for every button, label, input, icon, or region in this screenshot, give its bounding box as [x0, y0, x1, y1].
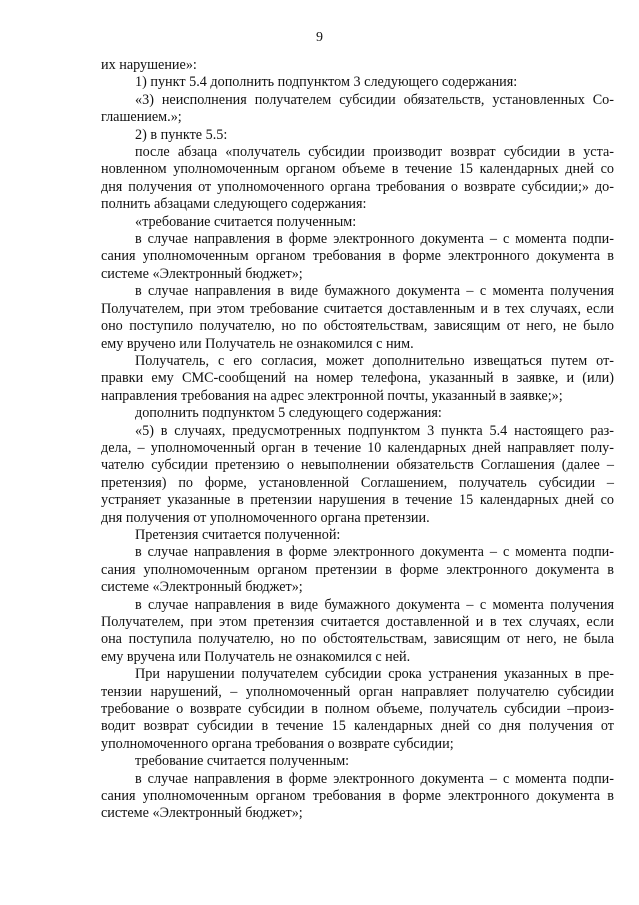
text-line: дня получения от уполномоченного органа требования о возврате субсидии;» до-: [101, 178, 614, 195]
text-line: в случае направления в виде бумажного документа – с момента получения: [135, 283, 614, 300]
text-line: Получателем, при этом требование считается доставленным и в тех случаях, если: [101, 300, 614, 317]
text-line: чателю субсидии претензию о невыполнении обязательств Соглашения (далее –: [101, 457, 614, 474]
text-line: сания уполномоченным органом требования в форме электронного документа в: [101, 788, 614, 805]
document-body: [101, 57, 614, 823]
text-line: сания уполномоченным органом требования в форме электронного документа в: [101, 248, 614, 265]
page-number: 9: [316, 30, 323, 45]
text-line: Претензия считается полученной:: [135, 526, 341, 543]
text-line: ему вручено или Получатель не ознакомился с ним.: [101, 335, 414, 352]
text-line: в случае направления в форме электронного документа – с момента подпи-: [135, 544, 614, 561]
text-line: требование о возврате субсидии в полном объеме, получатель субсидии –произ-: [101, 701, 614, 718]
text-line: системе «Электронный бюджет»;: [101, 805, 303, 822]
text-line: «3) неисполнения получателем субсидии обязательств, установленных Со-: [135, 91, 614, 108]
text-line: в случае направления в виде бумажного документа – с момента получения: [135, 596, 614, 613]
text-line: водит возврат субсидии в течение 15 календарных дней со дня получения от: [101, 718, 614, 735]
text-line: сания уполномоченным органом претензии в форме электронного документа в: [101, 561, 614, 578]
text-line: тензии нарушений, – уполномоченный орган направляет получателю субсидии: [101, 683, 614, 700]
text-line: после абзаца «получатель субсидии производит возврат субсидии в уста-: [135, 144, 614, 161]
text-line: требование считается полученным:: [135, 753, 350, 770]
text-line: новленном уполномоченным органом объеме в течение 15 календарных дней со: [101, 161, 614, 178]
text-line: уполномоченного органа требования о возврате субсидии;: [101, 735, 454, 752]
text-line: направления требования на адрес электронной почты, указанный в заявке;»;: [101, 387, 563, 404]
text-line: дела, – уполномоченный орган в течение 10 календарных дней направляет полу-: [101, 439, 614, 456]
text-line: При нарушении получателем субсидии срока устранения указанных в пре-: [135, 666, 614, 683]
text-line: дополнить подпунктом 5 следующего содержания:: [135, 405, 442, 422]
text-line: глашением.»;: [101, 109, 182, 126]
text-line: их нарушение»:: [101, 57, 197, 73]
text-line: «5) в случаях, предусмотренных подпунктом 3 пункта 5.4 настоящего раз-: [135, 422, 614, 439]
text-line: системе «Электронный бюджет»;: [101, 579, 303, 596]
text-line: дня получения от уполномоченного органа претензии.: [101, 509, 430, 526]
text-line: претензия) по форме, установленной Соглашением, получатель субсидии –: [101, 474, 614, 491]
text-line: в случае направления в форме электронного документа – с момента подпи-: [135, 231, 614, 248]
text-line: в случае направления в форме электронного документа – с момента подпи-: [135, 770, 614, 787]
text-line: устраняет указанные в претензии нарушения в течение 15 календарных дней со: [101, 492, 614, 509]
text-line: Получателем, при этом претензия считается доставленной и в тех случаях, если: [101, 614, 614, 630]
text-line: оно поступило получателю, но по обстоятельствам, зависящим от него, не было: [101, 318, 614, 335]
text-line: 2) в пункте 5.5:: [135, 126, 228, 143]
text-line: 1) пункт 5.4 дополнить подпунктом 3 следующего содержания:: [135, 74, 518, 91]
text-line: «требование считается полученным:: [135, 213, 357, 230]
text-line: системе «Электронный бюджет»;: [101, 265, 303, 282]
text-line: ему вручена или Получатель не ознакомился с ней.: [101, 648, 411, 665]
text-line: полнить абзацами следующего содержания:: [101, 196, 367, 213]
text-line: она поступила получателю, но по обстоятельствам, зависящим от него, не была: [101, 631, 614, 648]
text-line: правки ему СМС-сообщений на номер телефона, указанный в заявке, и (или): [101, 370, 614, 387]
text-line: Получатель, с его согласия, может дополнительно извещаться путем от-: [135, 352, 614, 369]
